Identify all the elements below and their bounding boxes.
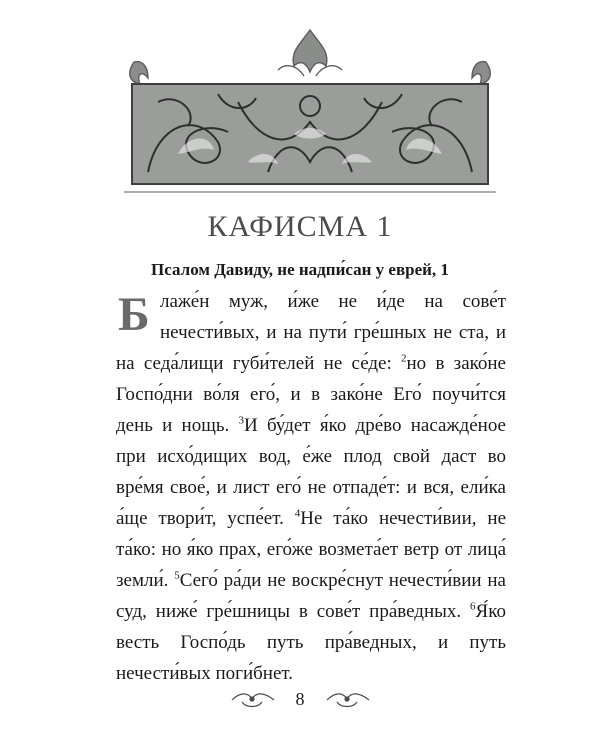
decorative-drop-cap-icon xyxy=(116,290,152,334)
verse-5: $^5$Сего́ ра́ди не воскре́снут нечести́вии на суд, ниже́ гре́шницы в сове́т пра́ведных. xyxy=(116,569,506,622)
floral-ornament-right-icon xyxy=(325,688,371,710)
page-title: КАФИСМА 1 xyxy=(207,210,393,243)
page-footer xyxy=(0,688,600,718)
floral-ornament-left-icon xyxy=(230,688,276,710)
verse-number: 6 xyxy=(470,600,476,613)
verse-1: лаже́н муж, и́же не и́де на сове́т нечести́вых, и на пути́ гре́шных не ста, и на седа́лищи губи́телей не се́де: xyxy=(116,291,506,374)
verse-4: $^4$Не та́ко нечести́вии, не та́ко: но я́ко прах, его́же возмета́ет ветр от лица́ земли́. xyxy=(116,507,507,591)
psalm-text xyxy=(116,286,506,689)
page-number: 8 xyxy=(295,688,305,709)
verse-2: $^2$но в зако́не Госпо́дни во́ля его́, и в зако́не Его́ поучи́тся день и нощь. xyxy=(116,352,506,436)
verse-number: 3 xyxy=(238,414,244,427)
verse-number: 5 xyxy=(174,569,180,582)
floral-headpiece-icon xyxy=(118,22,502,194)
initial-letter: Б xyxy=(118,290,150,334)
verse-6: $^6$Я́ко весть Госпо́дь путь пра́ведных, и путь нечести́вых поги́бнет. xyxy=(116,600,506,684)
verse-3: $^3$И бу́дет я́ко дре́во насажде́ное при исхо́дищих вод, е́же плод свой даст во вре́мя свое́, и лист его́ не отпаде́т: и вся, ели́ка а́ще твори́т, успе́ет. xyxy=(116,414,506,529)
verse-number: 2 xyxy=(401,352,407,365)
verse-number: 4 xyxy=(294,507,301,520)
psalm-heading: Псалом Давиду, не надпи́сан у еврей, 1 xyxy=(151,260,449,279)
